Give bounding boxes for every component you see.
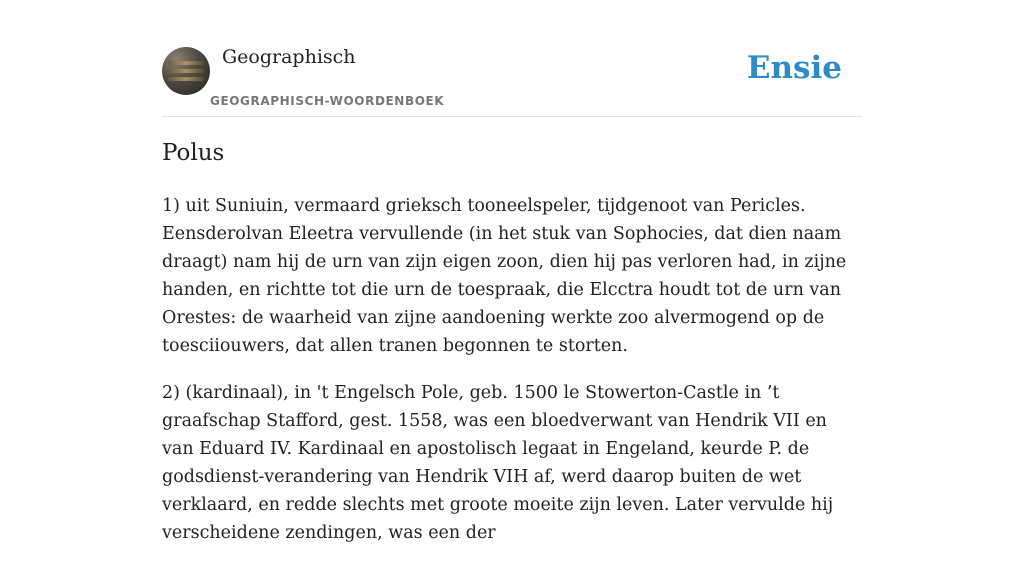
book-spine-icon xyxy=(168,61,204,65)
entry-paragraph: 2) (kardinaal), in 't Engelsch Pole, geb. 1500 le Stowerton-Castle in ’t graafschap Stafford, gest. 1558, was een bloedverwant van Hendrik VII en van Eduard IV. Kardinaal en apostolisch legaat in Engeland, keurde P. de godsdienst-verandering van Hendrik VIH af, werd daarop buiten de wet verklaard, en redde slechts met groote moeite zijn leven. Later vervulde hij verscheidene zendingen, was een der xyxy=(162,383,834,543)
brand-logo[interactable]: Ensie xyxy=(746,50,842,86)
page xyxy=(162,0,862,543)
book-spine-icon xyxy=(168,69,204,73)
entry-title: Polus xyxy=(162,140,225,166)
source-header xyxy=(162,0,862,117)
book-spine-icon xyxy=(168,77,204,81)
entry-paragraph: 1) uit Suniuin, vermaard grieksch tooneelspeler, tijdgenoot van Pericles. Eensderolvan Eleetra vervullende (in het stuk van Sophocies, dat dien naam draagt) nam hij de urn van zijn eigen zoon, dien hij pas verloren had, in zijne handen, en richtte tot die urn de toespraak, die Elcctra houdt tot de urn van Orestes: de waarheid van zijne aandoening werkte zoo alvermogend op de toesciiouwers, dat allen tranen begonnen te storten. xyxy=(162,196,847,356)
avatar[interactable] xyxy=(162,47,210,95)
source-subtitle[interactable]: GEOGRAPHISCH-WOORDENBOEK xyxy=(210,94,445,108)
entry-body xyxy=(162,192,862,566)
source-title[interactable]: Geographisch xyxy=(222,46,356,68)
